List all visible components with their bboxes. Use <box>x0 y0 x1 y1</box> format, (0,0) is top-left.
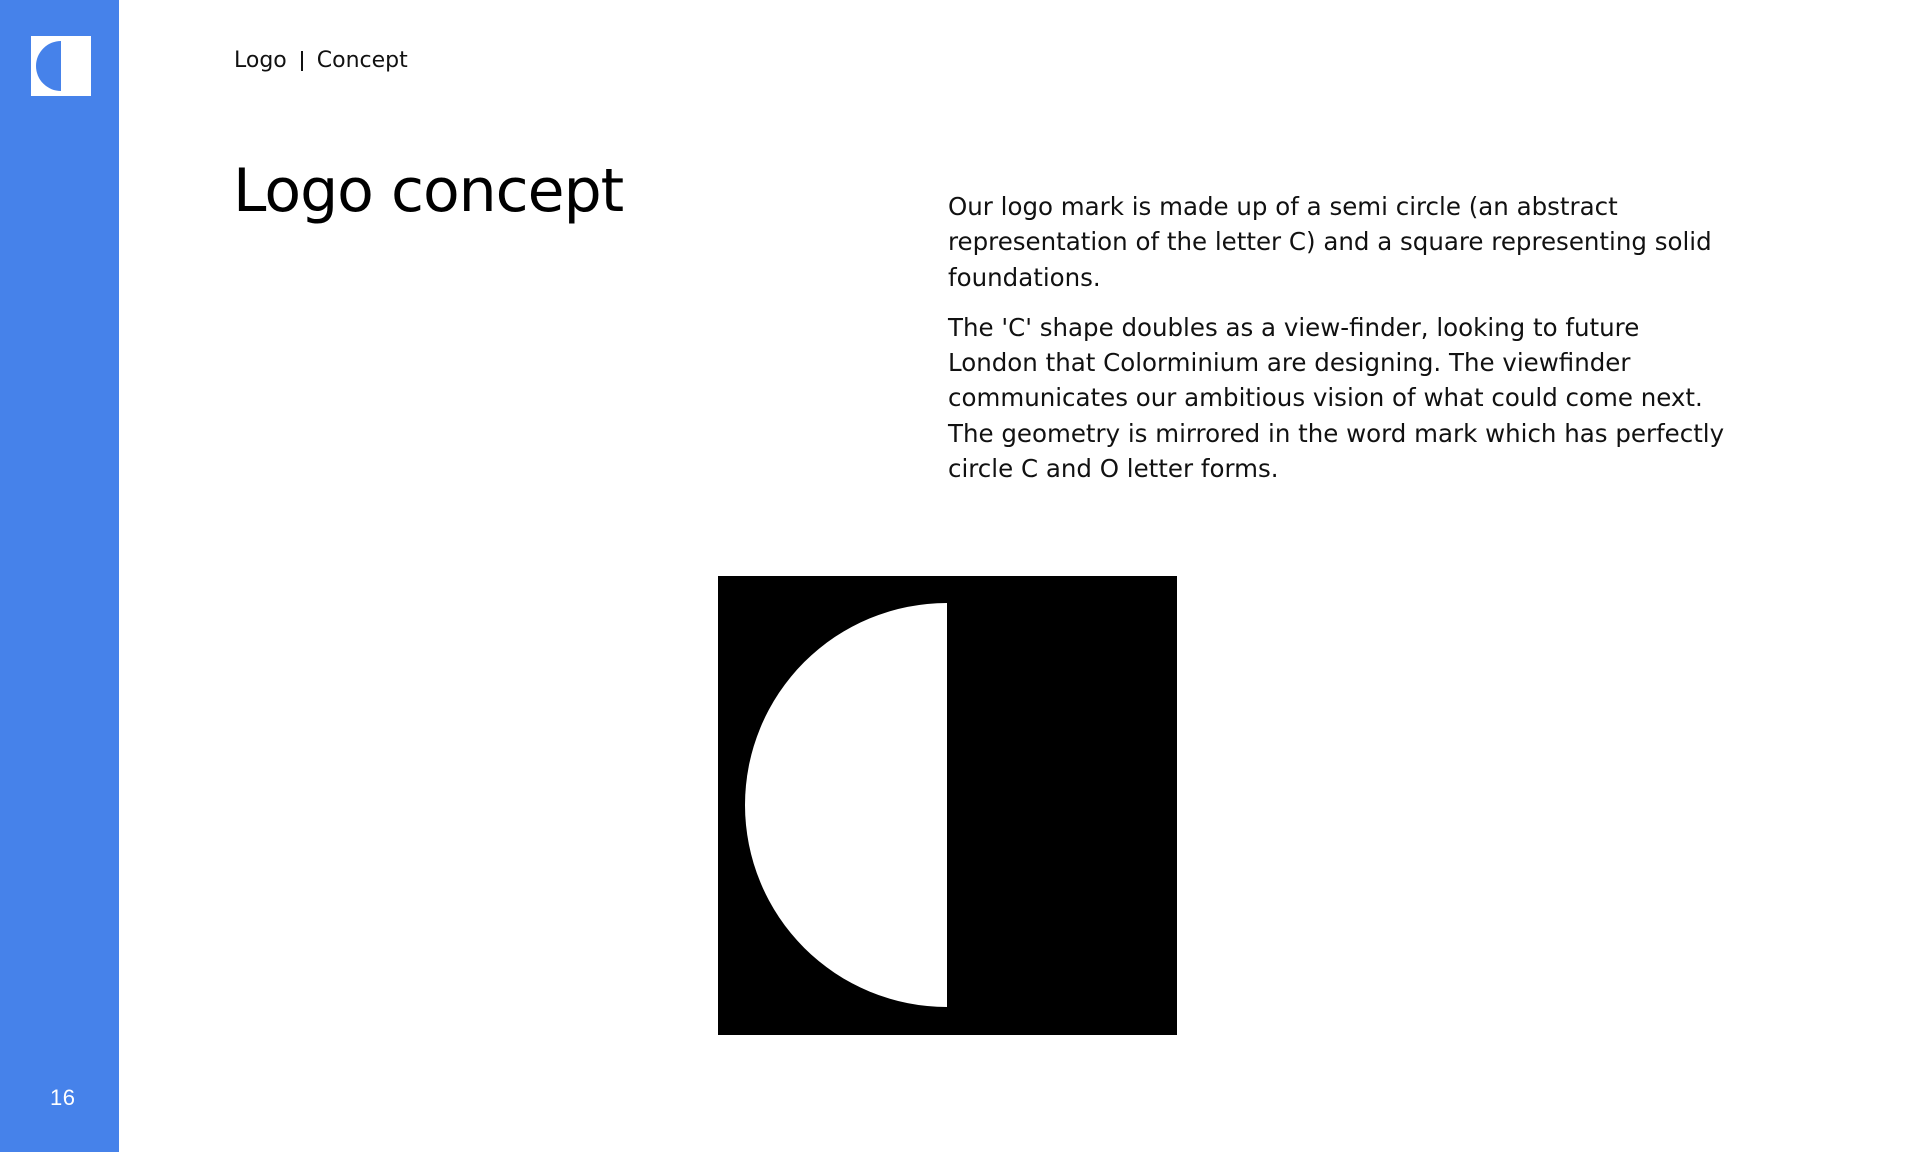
breadcrumb-separator <box>301 51 303 71</box>
semicircle-square-logo-mark <box>718 576 1177 1035</box>
sidebar <box>0 0 119 1152</box>
page-number: 16 <box>50 1085 76 1110</box>
breadcrumb-subsection: Concept <box>316 48 408 73</box>
page-title: Logo concept <box>233 156 624 226</box>
semicircle-square-logo-icon <box>31 36 91 96</box>
body-text <box>948 189 1728 501</box>
breadcrumb <box>234 48 408 73</box>
body-paragraph-1: Our logo mark is made up of a semi circle (an abstract representation of the letter C) and a square representing solid foundations. <box>948 192 1712 292</box>
breadcrumb-section: Logo <box>234 48 287 73</box>
body-paragraph-2: The 'C' shape doubles as a view-finder, looking to future London that Colorminium are designing. The viewfinder communicates our ambitious vision of what could come next. The geometry is mirrored in the word mark which has perfectly circle C and O letter forms. <box>948 312 1725 484</box>
